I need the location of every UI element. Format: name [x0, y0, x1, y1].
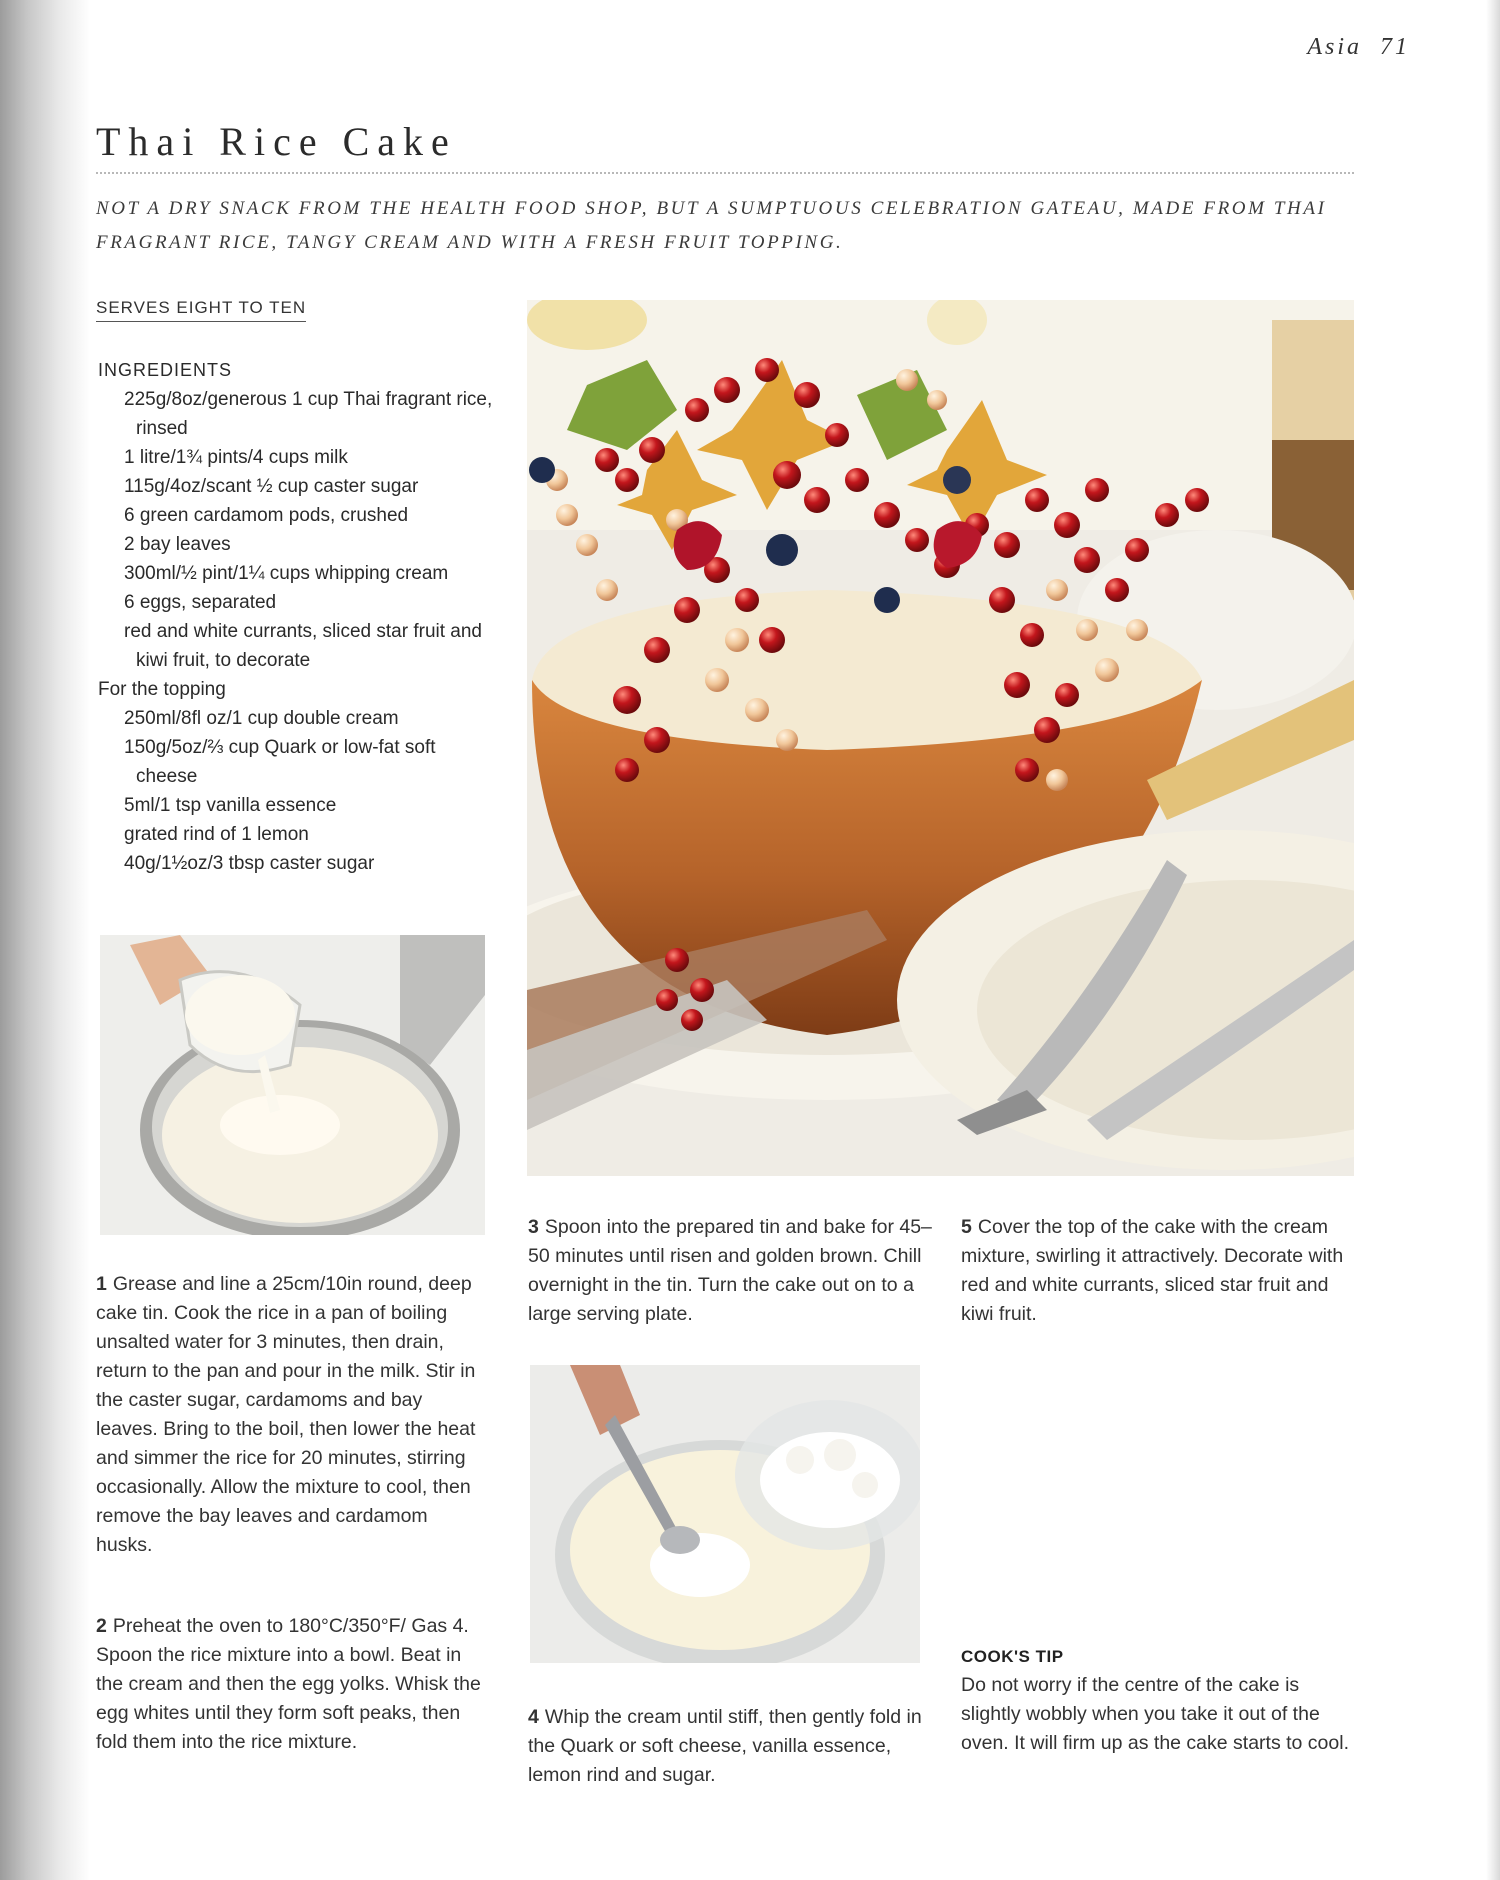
ingredients-list	[98, 385, 498, 675]
step-number: 2	[96, 1615, 107, 1637]
method-step-2	[96, 1612, 486, 1757]
cake-photo	[527, 300, 1354, 1176]
step-number: 1	[96, 1273, 107, 1295]
step-1-photo	[100, 935, 485, 1235]
step-text: Cover the top of the cake with the cream mixture, swirling it attractively. Decorate with red and white currants, sliced star fruit and kiwi fruit.	[961, 1216, 1344, 1325]
whipped-cream-illustration	[530, 1365, 920, 1663]
step-text: Whip the cream until stiff, then gently fold in the Quark or soft cheese, vanilla essence, lemon rind and sugar.	[528, 1706, 922, 1786]
method-step-3	[528, 1213, 938, 1329]
method-step-5	[961, 1213, 1361, 1329]
page-number: 71	[1380, 34, 1410, 60]
ingredient-item: 1 litre/1¾ pints/4 cups milk	[124, 447, 348, 468]
ingredient-item: 5ml/1 tsp vanilla essence	[124, 795, 337, 816]
topping-heading: For the topping	[98, 679, 226, 700]
ingredient-item: 250ml/8fl oz/1 cup double cream	[124, 708, 399, 729]
cake-illustration	[527, 300, 1354, 1176]
serves-label: SERVES EIGHT TO TEN	[96, 298, 306, 322]
step-text: Spoon into the prepared tin and bake for 45–50 minutes until risen and golden brown. Chill overnight in the tin. Turn the cake out on to a large serving plate.	[528, 1216, 932, 1325]
milk-pan-illustration	[100, 935, 485, 1235]
recipe-title: Thai Rice Cake	[96, 119, 457, 164]
ingredient-item: 225g/8oz/generous 1 cup Thai fragrant rice, rinsed	[124, 389, 493, 439]
ingredient-item: grated rind of 1 lemon	[124, 824, 309, 845]
running-header	[1230, 34, 1410, 61]
method-step-4	[528, 1703, 938, 1790]
ingredient-item: 300ml/½ pint/1¼ cups whipping cream	[124, 563, 449, 584]
ingredient-item: 2 bay leaves	[124, 534, 231, 555]
ingredients-block	[98, 356, 498, 878]
section-name: Asia	[1307, 34, 1362, 60]
ingredient-item: 115g/4oz/scant ½ cup caster sugar	[124, 476, 419, 497]
step-4-photo	[530, 1365, 920, 1663]
cooks-tip	[961, 1647, 1361, 1758]
ingredient-item: 6 eggs, separated	[124, 592, 277, 613]
step-number: 5	[961, 1216, 972, 1238]
page-edge	[1486, 0, 1500, 1880]
cooks-tip-text: Do not worry if the centre of the cake is slightly wobbly when you take it out of the oven. It will firm up as the cake starts to cool.	[961, 1674, 1349, 1754]
title-dotted-rule	[96, 172, 1354, 174]
step-number: 3	[528, 1216, 539, 1238]
ingredients-heading: INGREDIENTS	[98, 360, 233, 380]
cooks-tip-heading: COOK'S TIP	[961, 1647, 1064, 1666]
topping-list	[98, 704, 498, 878]
step-text: Grease and line a 25cm/10in round, deep cake tin. Cook the rice in a pan of boiling unsalted water for 3 minutes, then drain, return to the pan and pour in the milk. Stir in the caster sugar, cardamoms and bay leaves. Bring to the boil, then lower the heat and simmer the rice for 20 minutes, stirring occasionally. Allow the mixture to cool, then remove the bay leaves and cardamom husks.	[96, 1273, 476, 1556]
step-text: Preheat the oven to 180°C/350°F/ Gas 4. Spoon the rice mixture into a bowl. Beat in the cream and then the egg yolks. Whisk the egg whites until they form soft peaks, then fold them into the rice mixture.	[96, 1615, 481, 1753]
method-step-1	[96, 1270, 486, 1560]
ingredient-item: 6 green cardamom pods, crushed	[124, 505, 409, 526]
step-number: 4	[528, 1706, 539, 1728]
recipe-intro: NOT A DRY SNACK FROM THE HEALTH FOOD SHOP, BUT A SUMPTUOUS CELEBRATION GATEAU, MADE FROM THAI FRAGRANT RICE, TANGY CREAM AND WITH A FRESH FRUIT TOPPING.	[96, 198, 1327, 253]
book-spine-shadow	[0, 0, 90, 1880]
ingredient-item: red and white currants, sliced star fruit and kiwi fruit, to decorate	[124, 621, 483, 671]
ingredient-item: 150g/5oz/⅔ cup Quark or low-fat soft cheese	[124, 737, 436, 787]
ingredient-item: 40g/1½oz/3 tbsp caster sugar	[124, 853, 375, 874]
